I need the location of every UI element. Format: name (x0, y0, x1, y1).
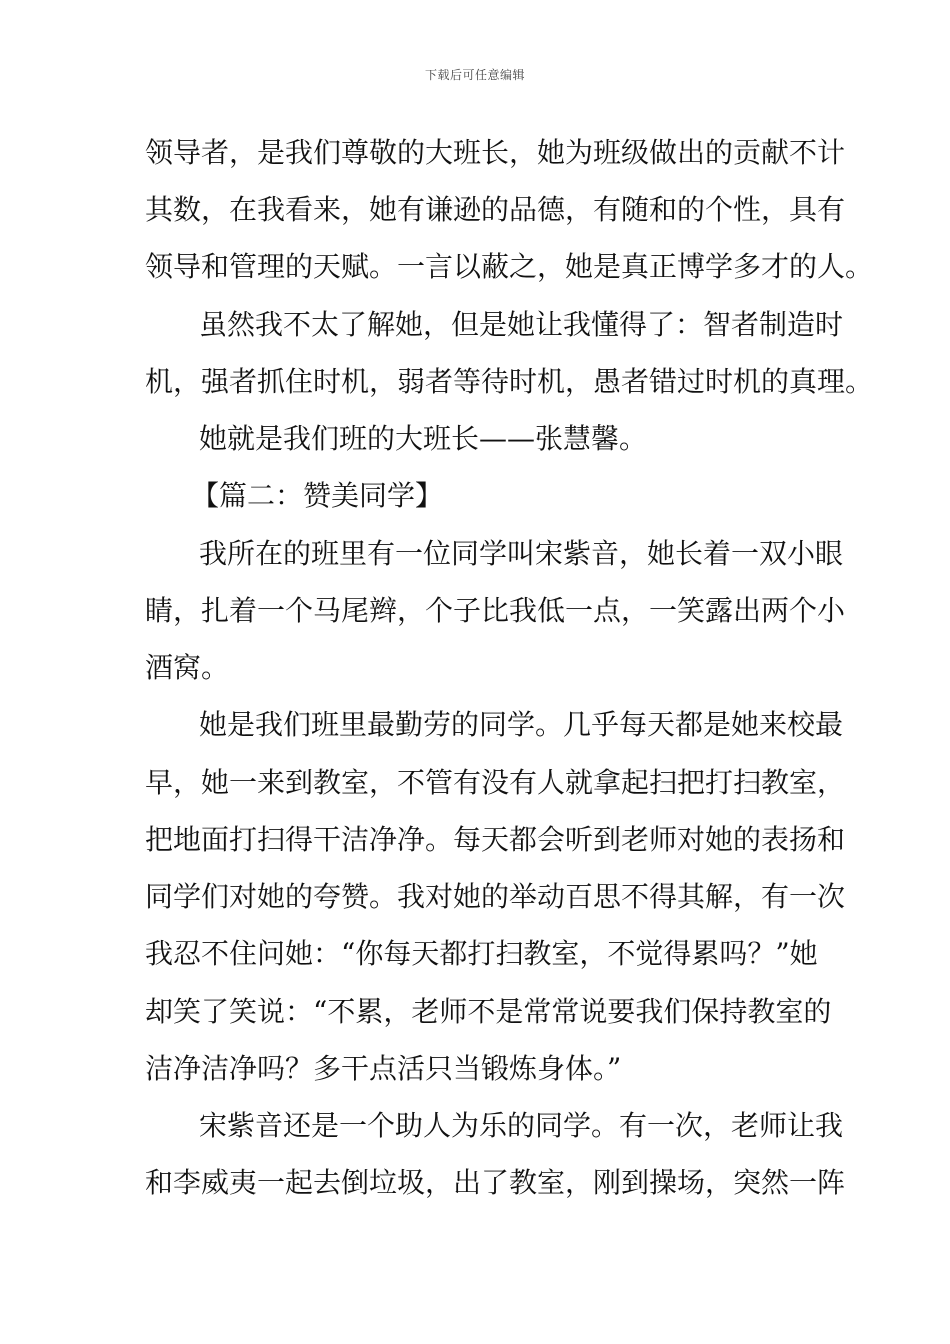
text-line: 我所在的班里有一位同学叫宋紫音，她长着一双小眼 (199, 537, 844, 570)
text-line: 睛，扎着一个马尾辫，个子比我低一点，一笑露出两个小 (145, 594, 846, 627)
text-line: 把地面打扫得干洁净净。每天都会听到老师对她的表扬和 (145, 823, 846, 856)
text-line: 其数，在我看来，她有谦逊的品德，有随和的个性，具有 (145, 193, 846, 226)
text-line: 酒窝。 (145, 651, 230, 684)
text-line: 领导和管理的天赋。一言以蔽之，她是真正博学多才的人。 (145, 250, 874, 283)
text-line: 机，强者抓住时机，弱者等待时机，愚者错过时机的真理。 (145, 365, 874, 398)
text-line: 却笑了笑说：“不累，老师不是常常说要我们保持教室的 (145, 995, 832, 1028)
text-line: 虽然我不太了解她，但是她让我懂得了：智者制造时 (199, 308, 844, 341)
page-header: 下载后可任意编辑 (424, 68, 525, 82)
text-line: 她是我们班里最勤劳的同学。几乎每天都是她来校最 (199, 708, 844, 741)
text-line: 宋紫音还是一个助人为乐的同学。有一次，老师让我 (199, 1109, 844, 1142)
text-line: 我忍不住问她：“你每天都打扫教室，不觉得累吗？”她 (145, 937, 818, 970)
section-heading: 【篇二：赞美同学】 (191, 479, 444, 512)
text-line: 她就是我们班的大班长——张慧馨。 (199, 422, 648, 455)
text-line: 领导者，是我们尊敬的大班长，她为班级做出的贡献不计 (145, 136, 846, 169)
text-line: 和李威夷一起去倒垃圾，出了教室，刚到操场，突然一阵 (145, 1166, 846, 1199)
text-line: 同学们对她的夸赞。我对她的举动百思不得其解，有一次 (145, 880, 846, 913)
text-line: 早，她一来到教室，不管有没有人就拿起扫把打扫教室， (145, 766, 846, 799)
text-line: 洁净洁净吗？多干点活只当锻炼身体。” (145, 1052, 622, 1085)
